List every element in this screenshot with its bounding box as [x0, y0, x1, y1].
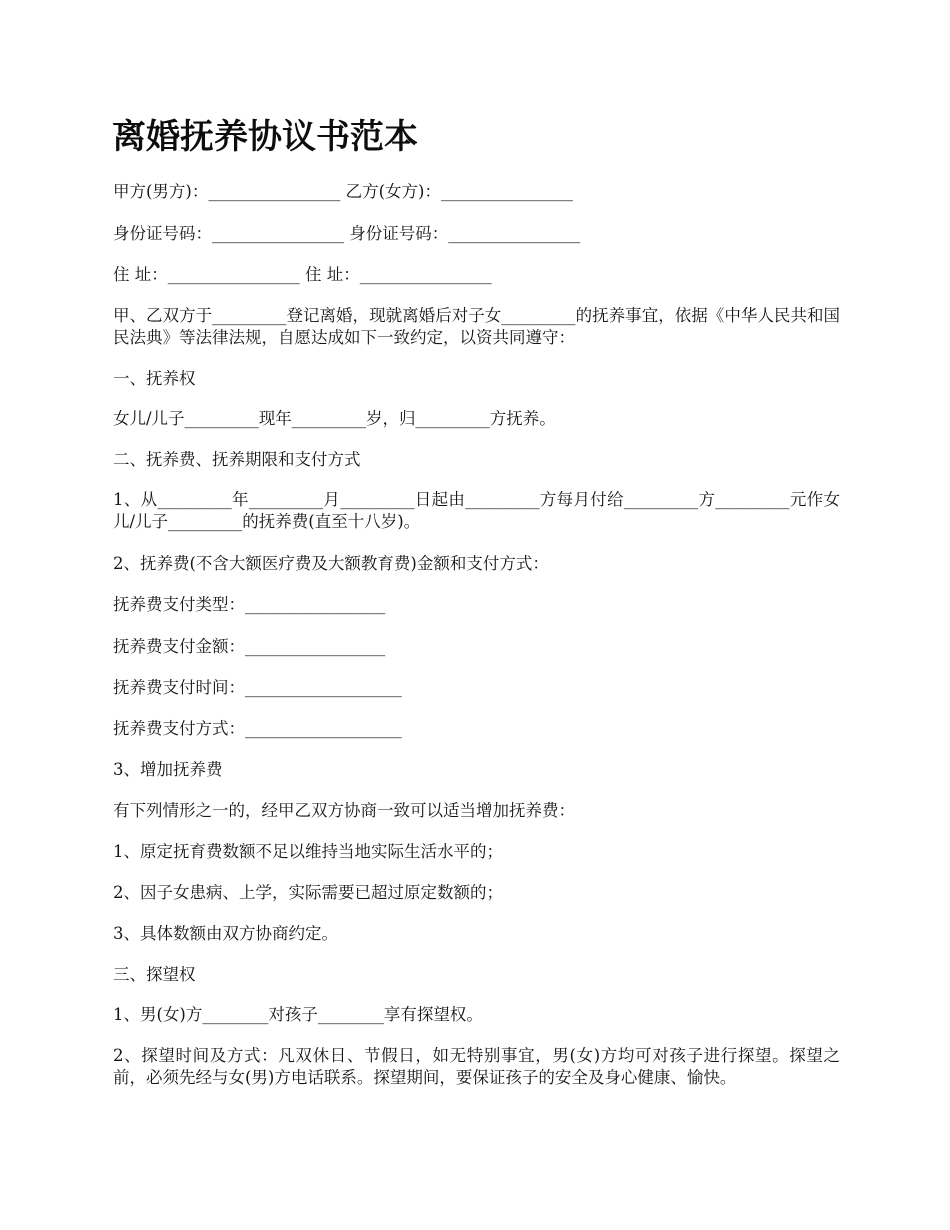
payment-amount-line: 抚养费支付金额：_________________	[113, 637, 386, 656]
support-payment-clause: 1、从_________年_________月_________日起由_________方每月付给_________方_________元作女儿/儿子_________的抚养费(直至十八岁)。	[113, 490, 840, 531]
increase-condition-3: 3、具体数额由双方协商约定。	[113, 924, 338, 943]
visitation-clause-1: 1、男(女)方________对孩子________享有探望权。	[113, 1005, 483, 1024]
payment-method-line: 抚养费支付方式：___________________	[113, 719, 402, 738]
support-amount-heading: 2、抚养费(不含大额医疗费及大额教育费)金额和支付方式：	[113, 554, 549, 573]
address-line: 住 址：________________ 住 址：________________	[113, 265, 492, 284]
id-number-line: 身份证号码：________________ 身份证号码：________________	[113, 224, 581, 243]
increase-support-heading: 3、增加抚养费	[113, 760, 223, 779]
party-names-line: 甲方(男方)：________________ 乙方(女方)：________________	[113, 182, 573, 201]
increase-support-intro: 有下列情形之一的，经甲乙双方协商一致可以适当增加抚养费：	[113, 801, 575, 820]
section-heading-visitation: 三、探望权	[113, 965, 196, 984]
preamble-paragraph: 甲、乙双方于_________登记离婚，现就离婚后对子女_________的抚养事宜，依据《中华人民共和国民法典》等法律法规，自愿达成如下一致约定，以资共同遵守：	[113, 306, 840, 347]
section-heading-support: 二、抚养费、抚养期限和支付方式	[113, 450, 361, 469]
payment-time-line: 抚养费支付时间：___________________	[113, 678, 402, 697]
section-heading-custody: 一、抚养权	[113, 369, 196, 388]
document-title: 离婚抚养协议书范本	[112, 117, 418, 157]
increase-condition-2: 2、因子女患病、上学，实际需要已超过原定数额的；	[113, 883, 503, 902]
visitation-clause-2: 2、探望时间及方式：凡双休日、节假日，如无特别事宜，男(女)方均可对孩子进行探望。探望之前，必须先经与女(男)方电话联系。探望期间，要保证孩子的安全及身心健康、愉快。	[113, 1046, 840, 1087]
payment-type-line: 抚养费支付类型：_________________	[113, 595, 386, 614]
custody-clause: 女儿/儿子_________现年_________岁，归_________方抚养。	[113, 409, 556, 428]
increase-condition-1: 1、原定抚育费数额不足以维持当地实际生活水平的；	[113, 842, 503, 861]
